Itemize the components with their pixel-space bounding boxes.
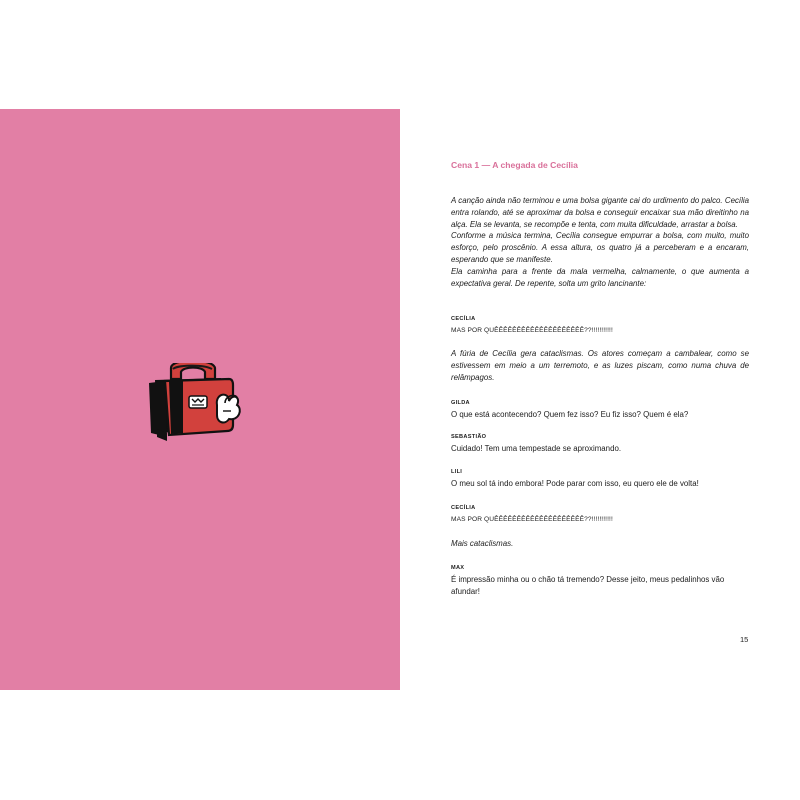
stage-direction-2 <box>451 538 749 550</box>
speaker-name: CECÍLIA <box>451 505 476 511</box>
left-page-illustration-page <box>0 109 400 690</box>
book-spread <box>0 109 800 690</box>
stage-direction-1 <box>451 348 749 383</box>
dialogue-line: MAS POR QUÊÊÊÊÊÊÊÊÊÊÊÊÊÊÊÊÊÊÊÊ??!!!!!!!!!!! <box>451 327 613 334</box>
dialogue-line: O meu sol tá indo embora! Pode parar com isso, eu quero ele de volta! <box>451 479 699 488</box>
intro-stage-directions <box>451 195 749 289</box>
intro-paragraph-3: Ela caminha para a frente da mala vermelha, calmamente, o que aumenta a expectativa geral. De repente, solta um grito lancinante: <box>451 266 749 288</box>
dialogue-line: MAS POR QUÊÊÊÊÊÊÊÊÊÊÊÊÊÊÊÊÊÊÊÊ??!!!!!!!!!!! <box>451 516 613 523</box>
dialogue-block-lili <box>451 468 749 490</box>
dialogue-line: Cuidado! Tem uma tempestade se aproximando. <box>451 444 622 453</box>
dialogue-block-gilda <box>451 399 749 421</box>
speaker-name: CECÍLIA <box>451 316 476 322</box>
right-page-text <box>400 109 800 690</box>
stage-direction-text: A fúria de Cecília gera cataclismas. Os atores começam a cambalear, como se estivessem em meio a um terremoto, e as luzes piscam, como numa chuva de relâmpagos. <box>451 349 749 382</box>
intro-paragraph-1: A canção ainda não terminou e uma bolsa gigante cai do urdimento do palco. Cecília entra rolando, até se aproximar da bolsa e conseguir encaixar sua mão direitinho na alça. Ela se levanta, se recompõe e tenta, com muita dificuldade, arrastar a bolsa. <box>451 196 749 229</box>
intro-paragraph-2: Conforme a música termina, Cecília consegue empurrar a bolsa, com muito, muito esforço, pelo proscênio. A essa altura, os quatro já a perceberam e a encaram, esperando que se manifeste. <box>451 231 749 264</box>
speaker-name: MAX <box>451 565 465 571</box>
dialogue-block-cecilia-2 <box>451 504 749 526</box>
speaker-name: GILDA <box>451 400 470 406</box>
dialogue-block-cecilia-1 <box>451 315 749 337</box>
dialogue-line: É impressão minha ou o chão tá tremendo? Desse jeito, meus pedalinhos vão afundar! <box>451 575 725 596</box>
page-number: 15 <box>740 635 749 644</box>
speaker-name: LILI <box>451 469 463 475</box>
stage-direction-text: Mais cataclismas. <box>451 539 514 548</box>
dialogue-line: O que está acontecendo? Quem fez isso? Eu fiz isso? Quem é ela? <box>451 410 689 419</box>
red-bag-with-hand-illustration <box>143 363 247 551</box>
scene-title: Cena 1 — A chegada de Cecília <box>451 160 578 170</box>
speaker-name: SEBASTIÃO <box>451 434 487 440</box>
dialogue-block-max <box>451 564 749 598</box>
dialogue-block-sebastiao <box>451 433 749 455</box>
